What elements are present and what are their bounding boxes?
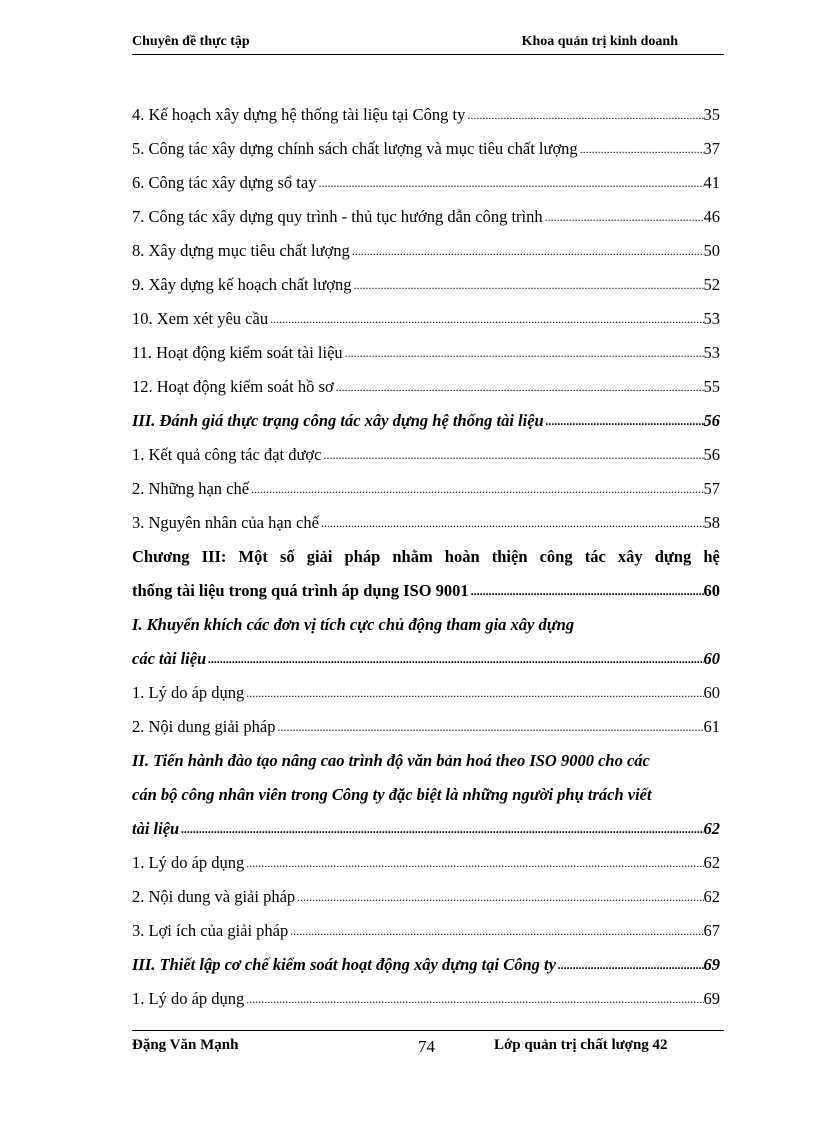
toc-entry [132,200,720,234]
toc-section-heading-line2 [132,642,720,676]
chapter-word: tác [584,547,606,566]
toc-title: 2. Những hạn chế [132,479,250,498]
toc-leader [246,686,703,701]
toc-title: 9. Xây dựng kế hoạch chất lượng [132,275,352,294]
toc-entry [132,166,720,200]
toc-page: 37 [703,139,720,158]
toc-entry [132,132,720,166]
chapter-word: Một [238,547,268,566]
toc-leader [580,142,704,157]
toc-leader [297,890,703,905]
toc-entry [132,982,720,1016]
header-right: Khoa quản trị kinh doanh [521,34,678,49]
toc-entry [132,268,720,302]
toc-entry [132,302,720,336]
toc-page: 62 [703,853,720,872]
footer-author: Đặng Văn Mạnh [132,1037,239,1053]
toc-entry [132,370,720,404]
toc-leader [270,312,703,327]
page-number: 74 [418,1037,435,1056]
page-footer [132,1030,724,1059]
toc-leader [352,244,704,259]
chapter-word: hệ [703,547,720,566]
toc-entry [132,676,720,710]
toc-title: III. Thiết lập cơ chế kiểm soát hoạt động xây dựng tại Công ty [132,955,556,974]
toc-title: thống tài liệu trong quá trình áp dụng ISO 9001 [132,581,469,600]
toc-entry [132,98,720,132]
toc-chapter-heading-line1 [132,540,720,574]
toc-title: 3. Lợi ích của giải pháp [132,921,289,940]
toc-title: 1. Lý do áp dụng [132,683,245,702]
toc-section-heading-line1 [132,608,720,642]
toc-title: tài liệu [132,819,180,838]
toc-page: 60 [703,649,720,668]
toc-title: 11. Hoạt động kiểm soát tài liệu [132,343,343,362]
toc-title: 7. Công tác xây dựng quy trình - thủ tục hướng dẫn công trình [132,207,543,226]
chapter-word: III: [201,547,227,566]
toc-title: II. Tiến hành đào tạo nâng cao trình độ văn bản hoá theo ISO 9000 cho các [132,751,650,770]
toc-title: 8. Xây dựng mục tiêu chất lượng [132,241,350,260]
toc-page: 61 [703,717,720,736]
toc-title: 1. Lý do áp dụng [132,853,245,872]
toc-leader [181,822,703,837]
toc-page: 67 [703,921,720,940]
toc-entry [132,880,720,914]
toc-section-heading-line1 [132,744,720,778]
toc-title: 12. Hoạt động kiểm soát hồ sơ [132,377,334,396]
toc-page: 35 [703,105,720,124]
toc-title: 2. Nội dung giải pháp [132,717,276,736]
toc-title: 10. Xem xét yêu cầu [132,309,269,328]
toc-section-heading [132,404,720,438]
toc-leader [558,958,704,973]
toc-page: 69 [703,955,720,974]
toc-leader [345,346,704,361]
toc-leader [208,652,703,667]
toc-entry [132,336,720,370]
toc-page: 57 [703,479,720,498]
chapter-word: Chương [132,547,190,566]
toc-title: 5. Công tác xây dựng chính sách chất lượng và mục tiêu chất lượng [132,139,578,158]
toc-page: 69 [703,989,720,1008]
toc-page: 60 [703,683,720,702]
toc-page: 56 [703,445,720,464]
toc-leader [471,584,704,599]
toc-entry [132,472,720,506]
toc-leader [290,924,703,939]
toc-title: 1. Lý do áp dụng [132,989,245,1008]
chapter-word: công [539,547,573,566]
toc-page: 56 [703,411,720,430]
toc-leader [467,108,703,123]
toc-page: 62 [703,887,720,906]
chapter-word: pháp [344,547,381,566]
chapter-word: hoàn [444,547,480,566]
toc-title: I. Khuyến khích các đơn vị tích cực chủ động tham gia xây dựng [132,615,575,634]
toc-entry [132,438,720,472]
toc-leader [354,278,704,293]
toc-leader [545,210,704,225]
toc-leader [323,448,703,463]
toc-page: 46 [703,207,720,226]
toc-entry [132,846,720,880]
table-of-contents [132,98,720,1016]
toc-page: 60 [703,581,720,600]
toc-page: 55 [703,377,720,396]
toc-leader [546,414,704,429]
chapter-word: nhằm [392,547,433,566]
toc-leader [318,176,703,191]
chapter-word: số [279,547,295,566]
footer-class: Lớp quản trị chất lượng 42 [494,1037,668,1053]
toc-page: 41 [703,173,720,192]
toc-chapter-heading-line2 [132,574,720,608]
toc-section-heading [132,948,720,982]
toc-page: 53 [703,343,720,362]
toc-title: cán bộ công nhân viên trong Công ty đặc biệt là những người phụ trách viết [132,785,652,804]
toc-leader [277,720,703,735]
page-header [132,34,724,55]
chapter-word: giải [306,547,333,566]
header-left: Chuyên đề thực tập [132,34,250,49]
toc-section-heading-line2 [132,778,720,812]
toc-page: 58 [703,513,720,532]
toc-leader [251,482,703,497]
toc-entry [132,914,720,948]
toc-page: 52 [703,275,720,294]
chapter-word: thiện [491,547,528,566]
toc-section-heading-line3 [132,812,720,846]
toc-title: 1. Kết quả công tác đạt được [132,445,322,464]
toc-title: III. Đánh giá thực trạng công tác xây dựng hệ thống tài liệu [132,411,544,430]
toc-leader [246,992,703,1007]
toc-title: 2. Nội dung và giải pháp [132,887,296,906]
chapter-word: dựng [654,547,692,566]
toc-leader [336,380,704,395]
toc-leader [246,856,703,871]
toc-title: các tài liệu [132,649,207,668]
toc-title: 4. Kế hoạch xây dựng hệ thống tài liệu tại Công ty [132,105,466,124]
toc-page: 62 [703,819,720,838]
toc-title: 3. Nguyên nhân của hạn chế [132,513,319,532]
toc-page: 50 [703,241,720,260]
toc-entry [132,710,720,744]
chapter-word: xây [617,547,643,566]
toc-title: 6. Công tác xây dựng sổ tay [132,173,317,192]
toc-entry [132,506,720,540]
toc-leader [321,516,704,531]
toc-page: 53 [703,309,720,328]
toc-entry [132,234,720,268]
